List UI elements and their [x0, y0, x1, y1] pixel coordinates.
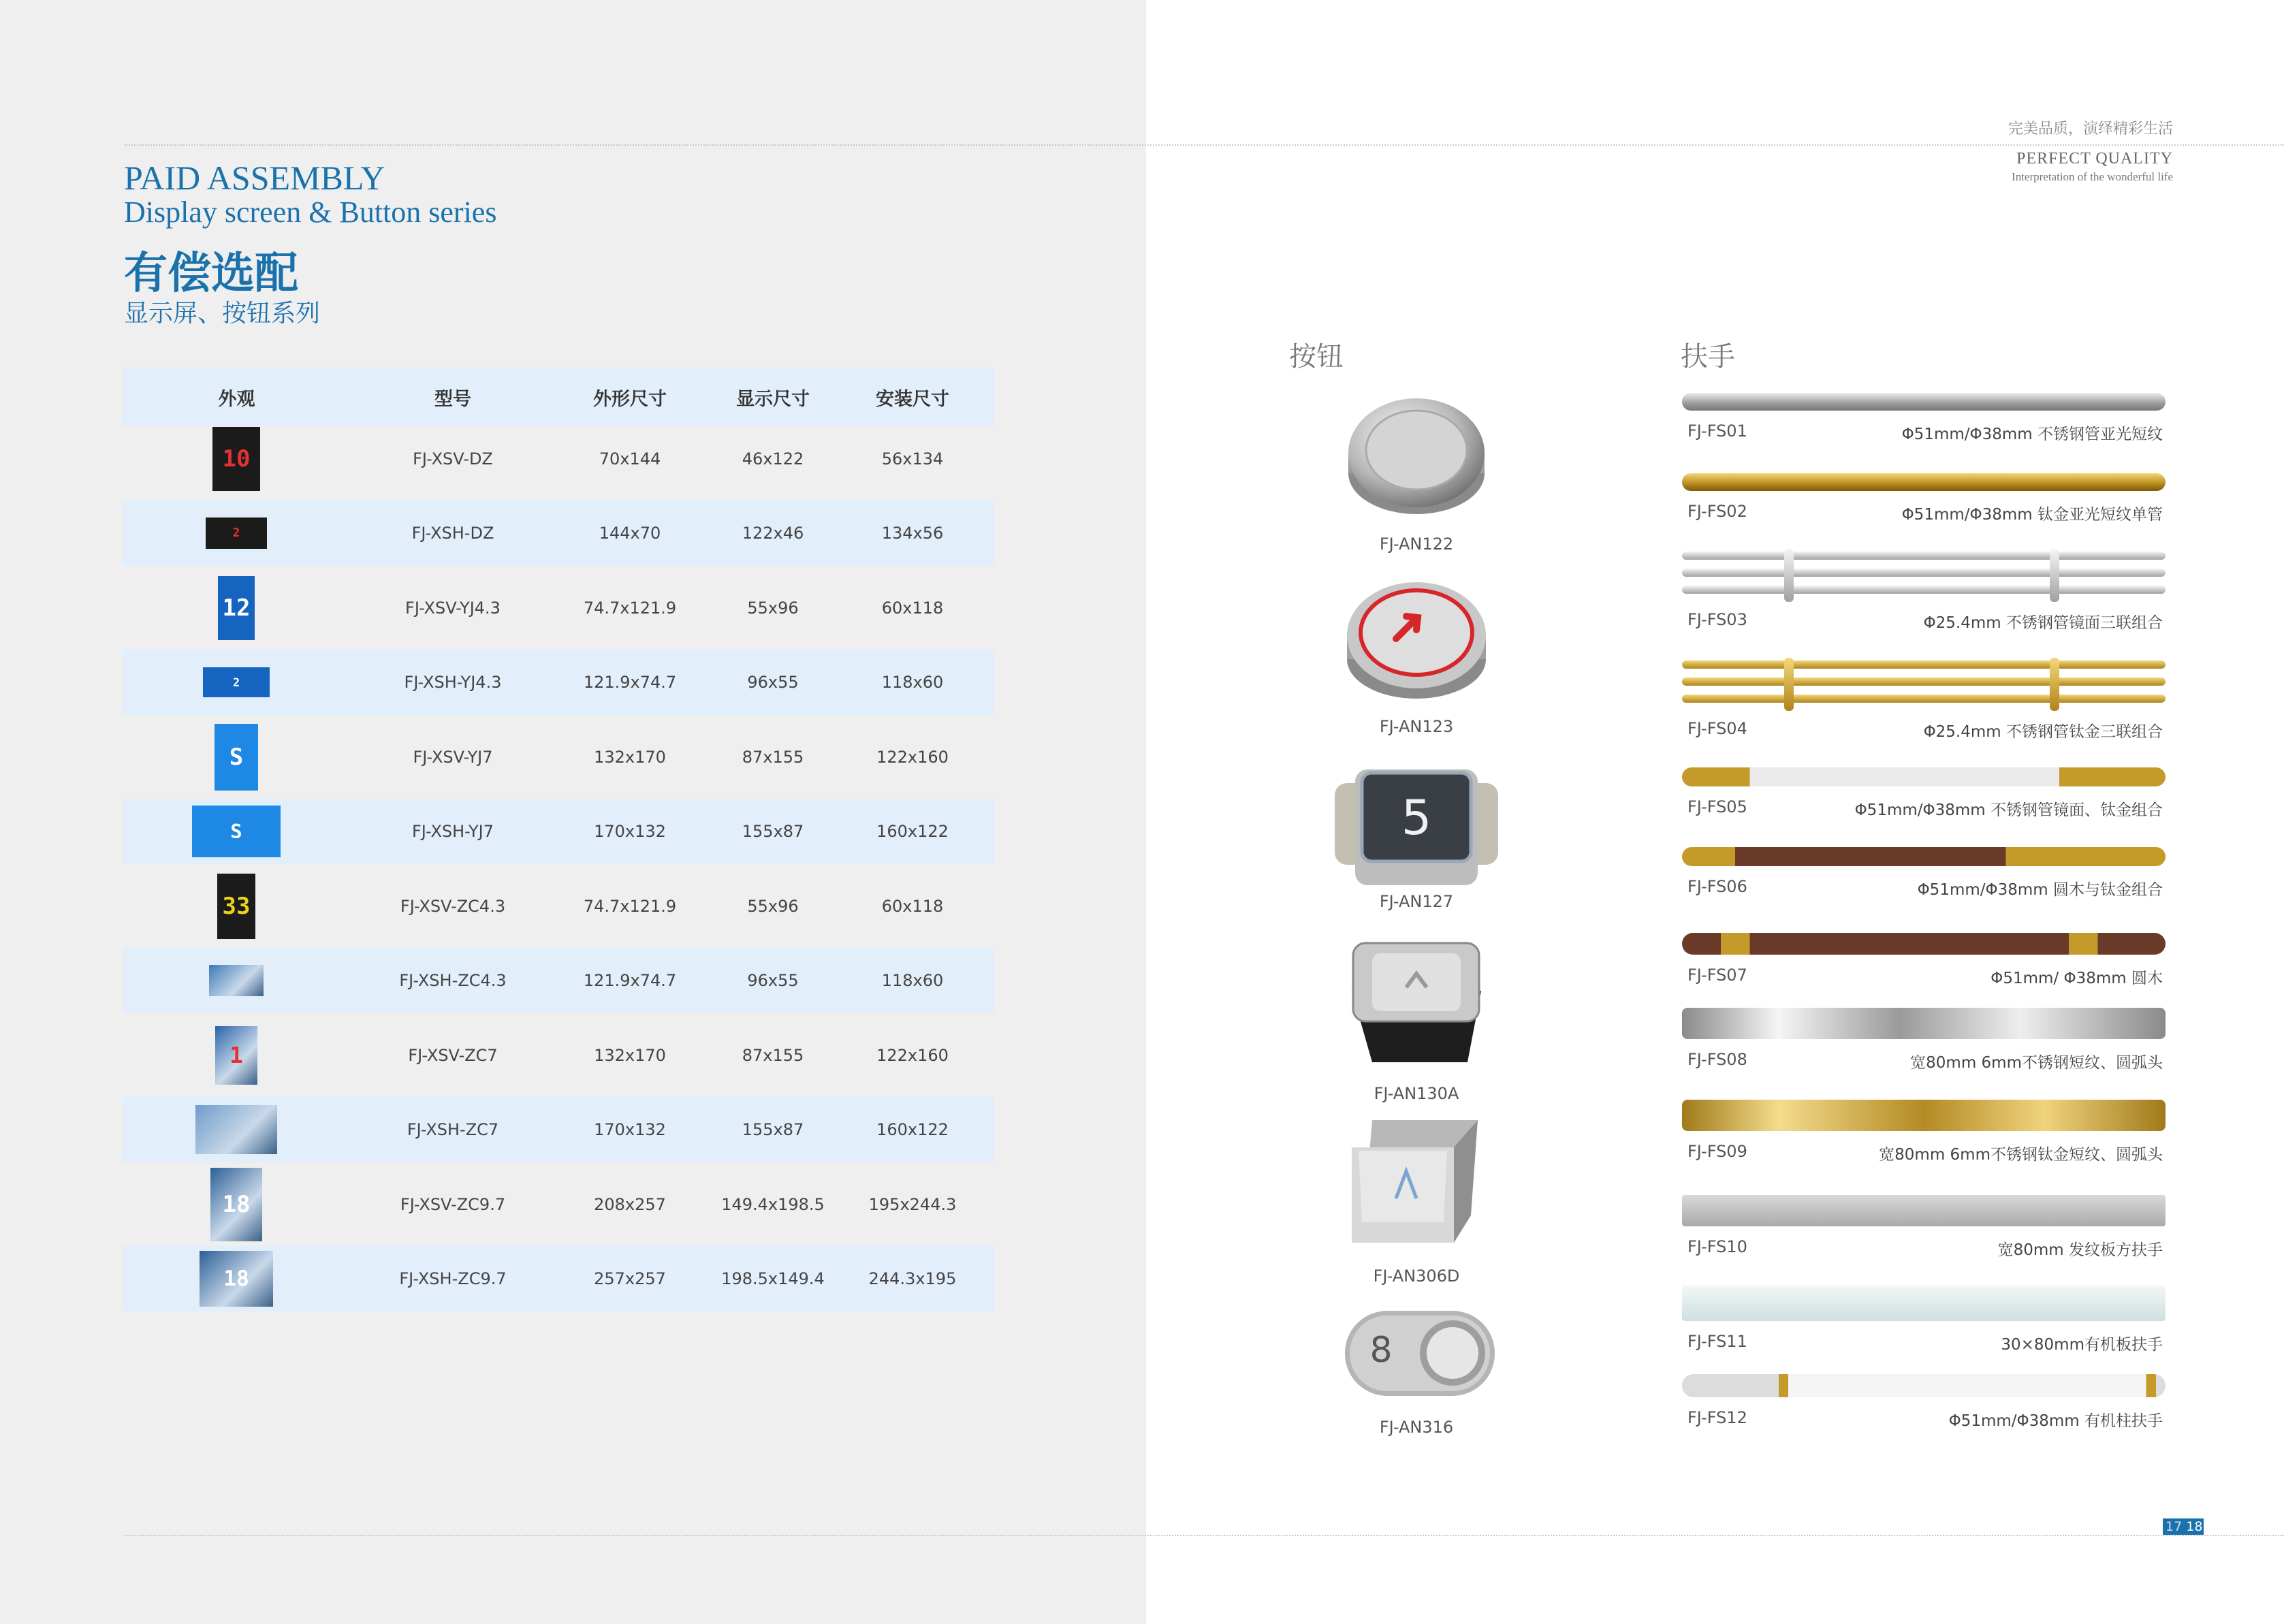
button-an316-label: FJ-AN316 — [1379, 1418, 1454, 1437]
handrail-description: 宽80mm 发纹板方扶手 — [1997, 1241, 2163, 1259]
buttons-title: 按钮 — [1289, 341, 1344, 372]
button-an127-image — [1328, 756, 1505, 892]
table-row — [123, 1097, 994, 1162]
cell-install-size: 160x122 — [876, 822, 949, 841]
handrail-tube — [1682, 660, 2166, 669]
handrail-image — [1682, 660, 2166, 708]
bottom-divider — [124, 1535, 2284, 1536]
cell-display-size: 55x96 — [747, 897, 799, 916]
header-model: 型号 — [434, 388, 471, 410]
button-an122-label: FJ-AN122 — [1379, 535, 1454, 554]
button-an316-digit: 8 — [1369, 1330, 1393, 1371]
handrail-code: FJ-FS11 — [1687, 1332, 1747, 1351]
cell-outer-size: 170x132 — [594, 1120, 666, 1139]
handrail-image — [1682, 1100, 2166, 1131]
slogan-en-sub: Interpretation of the wonderful life — [2012, 170, 2173, 183]
handrail-code: FJ-FS05 — [1687, 797, 1747, 816]
handrail-code: FJ-FS04 — [1687, 719, 1747, 738]
cell-model: FJ-XSH-ZC4.3 — [399, 971, 507, 990]
button-an130a-image — [1345, 936, 1488, 1072]
button-an316-image — [1342, 1307, 1498, 1399]
handrail-code: FJ-FS02 — [1687, 502, 1747, 521]
handrail-description: 30×80mm有机板扶手 — [2001, 1336, 2163, 1354]
handrail-image — [1682, 933, 2166, 955]
cell-display-size: 155x87 — [742, 1120, 804, 1139]
table-row — [123, 575, 994, 641]
table-row — [123, 650, 994, 715]
handrail-image — [1682, 473, 2166, 491]
cell-display-size: 122x46 — [742, 524, 804, 543]
handrail-description: 宽80mm 6mm不锈钢短纹、圆弧头 — [1910, 1054, 2163, 1072]
cell-install-size: 118x60 — [881, 673, 944, 692]
title-cn: 有偿选配 — [124, 249, 298, 299]
handrail-description: Φ51mm/ Φ38mm 圆木 — [1990, 970, 2163, 987]
handrail-code: FJ-FS03 — [1687, 610, 1747, 629]
cell-outer-size: 70x144 — [599, 449, 661, 468]
button-an123-label: FJ-AN123 — [1379, 717, 1454, 736]
cell-display-size: 55x96 — [747, 599, 799, 618]
cell-install-size: 60x118 — [881, 897, 944, 916]
cell-display-size: 87x155 — [742, 1046, 804, 1065]
table-row — [123, 725, 994, 790]
cell-display-size: 155x87 — [742, 822, 804, 841]
table-header — [123, 368, 994, 426]
handrail-image — [1682, 1008, 2166, 1039]
cell-outer-size: 208x257 — [594, 1195, 666, 1214]
button-an122-image — [1345, 392, 1488, 521]
cell-model: FJ-XSV-DZ — [413, 449, 493, 468]
subtitle-en: Display screen & Button series — [124, 195, 497, 229]
subtitle-cn: 显示屏、按钮系列 — [124, 300, 321, 328]
handrail-image — [1682, 1286, 2166, 1321]
handrail-bracket — [2050, 549, 2059, 602]
header-outer-size: 外形尺寸 — [593, 388, 667, 410]
display-thumbnail: S — [192, 806, 281, 857]
cell-model: FJ-XSH-ZC9.7 — [399, 1269, 507, 1288]
spec-table — [123, 368, 994, 1321]
cell-install-size: 160x122 — [876, 1120, 949, 1139]
table-row — [123, 1246, 994, 1311]
handrail-bracket — [2050, 658, 2059, 711]
handrail-code: FJ-FS10 — [1687, 1237, 1747, 1256]
table-row — [123, 874, 994, 939]
handrail-description: Φ51mm/Φ38mm 不锈钢管亚光短纹 — [1901, 426, 2163, 443]
handrail-bracket — [1784, 549, 1794, 602]
button-an130a-label: FJ-AN130A — [1374, 1084, 1459, 1103]
cell-install-size: 122x160 — [876, 1046, 949, 1065]
cell-outer-size: 144x70 — [599, 524, 661, 543]
cell-display-size: 96x55 — [747, 673, 799, 692]
handrail-tube — [1682, 695, 2166, 703]
cell-model: FJ-XSH-YJ7 — [411, 822, 494, 841]
table-row — [123, 1172, 994, 1237]
display-thumbnail: 2 — [203, 667, 270, 697]
header-install-size: 安装尺寸 — [876, 388, 949, 410]
display-thumbnail — [195, 1105, 277, 1154]
handrail-tube — [1682, 552, 2166, 560]
handrail-image — [1682, 847, 2166, 866]
button-an306d-image — [1352, 1120, 1485, 1243]
display-thumbnail: 12 — [218, 576, 255, 640]
handrail-description: Φ25.4mm 不锈钢管钛金三联组合 — [1923, 723, 2163, 741]
handrail-tube — [1682, 586, 2166, 594]
cell-model: FJ-XSH-ZC7 — [407, 1120, 499, 1139]
cell-outer-size: 170x132 — [594, 822, 666, 841]
cell-model: FJ-XSV-ZC4.3 — [400, 897, 506, 916]
display-thumbnail: S — [215, 724, 258, 791]
button-an127-label: FJ-AN127 — [1379, 892, 1454, 911]
table-row — [123, 500, 994, 566]
cell-install-size: 195x244.3 — [868, 1195, 957, 1214]
table-row — [123, 426, 994, 492]
cell-install-size: 244.3x195 — [868, 1269, 957, 1288]
slogan-en: PERFECT QUALITY — [2016, 150, 2173, 168]
handrail-bracket — [1784, 658, 1794, 711]
handrail-description: Φ51mm/Φ38mm 不锈钢管镜面、钛金组合 — [1854, 801, 2163, 819]
button-an306d-label: FJ-AN306D — [1373, 1267, 1460, 1286]
handrail-code: FJ-FS01 — [1687, 421, 1747, 441]
handrail-description: Φ51mm/Φ38mm 圆木与钛金组合 — [1917, 881, 2163, 899]
header-appearance: 外观 — [218, 388, 255, 410]
handrail-code: FJ-FS08 — [1687, 1050, 1747, 1069]
page-left: 17 — [2166, 1519, 2183, 1534]
button-an123-image — [1342, 574, 1491, 703]
title-en: PAID ASSEMBLY — [124, 159, 385, 197]
cell-display-size: 198.5x149.4 — [721, 1269, 825, 1288]
display-thumbnail: 18 — [200, 1251, 273, 1307]
top-divider — [124, 144, 2284, 146]
cell-outer-size: 132x170 — [594, 1046, 666, 1065]
handrail-image — [1682, 1195, 2166, 1226]
cell-install-size: 122x160 — [876, 748, 949, 767]
handrail-tube — [1682, 678, 2166, 686]
handrail-image — [1682, 1374, 2166, 1397]
handrails-title: 扶手 — [1681, 341, 1735, 372]
button-an127-digit: 5 — [1401, 790, 1432, 846]
table-row — [123, 948, 994, 1013]
cell-model: FJ-XSH-DZ — [411, 524, 494, 543]
cell-install-size: 118x60 — [881, 971, 944, 990]
handrail-code: FJ-FS06 — [1687, 877, 1747, 896]
display-thumbnail: 10 — [212, 427, 260, 491]
header-display-size: 显示尺寸 — [736, 388, 810, 410]
handrail-description: Φ51mm/Φ38mm 钛金亚光短纹单管 — [1901, 506, 2163, 524]
cell-outer-size: 74.7x121.9 — [583, 599, 677, 618]
cell-display-size: 149.4x198.5 — [721, 1195, 825, 1214]
handrail-code: FJ-FS09 — [1687, 1142, 1747, 1161]
cell-display-size: 46x122 — [742, 449, 804, 468]
handrail-image — [1682, 393, 2166, 411]
cell-install-size: 60x118 — [881, 599, 944, 618]
handrail-image — [1682, 552, 2166, 599]
cell-model: FJ-XSV-ZC9.7 — [400, 1195, 506, 1214]
handrail-image — [1682, 767, 2166, 786]
cell-display-size: 87x155 — [742, 748, 804, 767]
handrail-description: Φ51mm/Φ38mm 有机柱扶手 — [1948, 1412, 2163, 1430]
cell-install-size: 56x134 — [881, 449, 944, 468]
handrail-description: Φ25.4mm 不锈钢管镜面三联组合 — [1923, 614, 2163, 632]
cell-model: FJ-XSH-YJ4.3 — [404, 673, 502, 692]
cell-install-size: 134x56 — [881, 524, 944, 543]
cell-model: FJ-XSV-ZC7 — [408, 1046, 498, 1065]
handrail-code: FJ-FS07 — [1687, 966, 1747, 985]
display-thumbnail: 33 — [217, 874, 255, 939]
display-thumbnail: 1 — [215, 1026, 257, 1085]
cell-outer-size: 121.9x74.7 — [583, 971, 677, 990]
handrail-code: FJ-FS12 — [1687, 1408, 1747, 1427]
page-number — [2166, 1519, 2202, 1534]
cell-display-size: 96x55 — [747, 971, 799, 990]
handrail-description: 宽80mm 6mm不锈钢钛金短纹、圆弧头 — [1879, 1146, 2163, 1164]
page-right: 18 — [2186, 1519, 2203, 1534]
cell-outer-size: 121.9x74.7 — [583, 673, 677, 692]
display-thumbnail — [209, 965, 264, 996]
slogan-cn: 完美品质，演绎精彩生活 — [2008, 121, 2173, 138]
cell-outer-size: 257x257 — [594, 1269, 666, 1288]
table-row — [123, 1023, 994, 1088]
cell-model: FJ-XSV-YJ4.3 — [405, 599, 501, 618]
handrail-tube — [1682, 569, 2166, 577]
cell-outer-size: 132x170 — [594, 748, 666, 767]
cell-outer-size: 74.7x121.9 — [583, 897, 677, 916]
display-thumbnail: 2 — [206, 518, 267, 549]
display-thumbnail: 18 — [210, 1168, 262, 1241]
cell-model: FJ-XSV-YJ7 — [413, 748, 493, 767]
table-row — [123, 799, 994, 864]
